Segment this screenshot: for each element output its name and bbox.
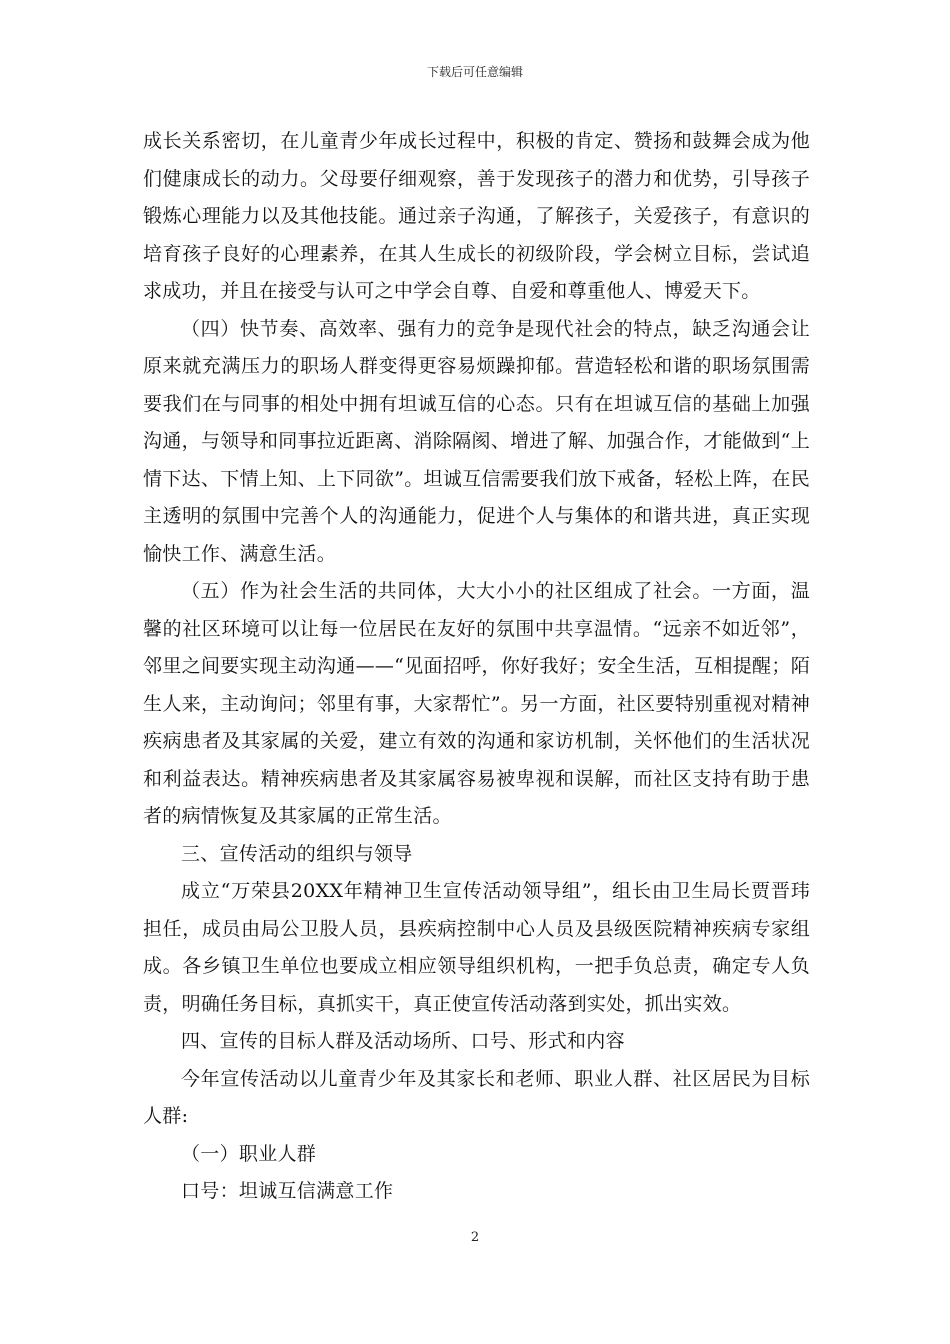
section-heading-organization: 三、宣传活动的组织与领导 xyxy=(181,842,413,865)
paragraph-community: （五）作为社会生活的共同体，大大小小的社区组成了社会。一方面，温馨的社区环境可以让每一位居民在友好的氛围中共享温情。“远亲不如近邻”，邻里之间要实现主动沟通——“见面招呼，你好我好；安全生活，互相提醒；陌生人来，主动询问；邻里有事，大家帮忙”。另一方面，社区要特别重视对精神疾病患者及其家属的关爱，建立有效的沟通和家访机制，关怀他们的生活状况和利益表达。精神疾病患者及其家属容易被卑视和误解，而社区支持有助于患者的病情恢复及其家属的正常生活。 xyxy=(143,580,810,827)
paragraph-slogan: 口号：坦诚互信满意工作 xyxy=(181,1180,394,1202)
paragraph-target-groups: 今年宣传活动以儿童青少年及其家长和老师、职业人群、社区居民为目标人群: xyxy=(143,1067,810,1127)
page-number: 2 xyxy=(470,1230,480,1245)
page-header: 下载后可任意编辑 xyxy=(426,65,523,79)
document-body xyxy=(143,123,810,1211)
paragraph-workplace: （四）快节奏、高效率、强有力的竞争是现代社会的特点，缺乏沟通会让原来就充满压力的职场人群变得更容易烦躁抑郁。营造轻松和谐的职场氛围需要我们在与同事的相处中拥有坦诚互信的心态。只有在坦诚互信的基础上加强沟通，与领导和同事拉近距离、消除隔阂、增进了解、加强合作，才能做到“上情下达、下情上知、上下同欲”。坦诚互信需要我们放下戒备，轻松上阵，在民主透明的氛围中完善个人的沟通能力，促进个人与集体的和谐共进，真正实现愉快工作、满意生活。 xyxy=(143,317,810,565)
subheading-occupational-groups: （一）职业人群 xyxy=(181,1142,317,1165)
section-heading-target-groups: 四、宣传的目标人群及活动场所、口号、形式和内容 xyxy=(181,1030,625,1052)
paragraph-leadership-group: 成立“万荣县20XX年精神卫生宣传活动领导组”，组长由卫生局长贾晋玮担任，成员由局公卫股人员，县疾病控制中心人员及县级医院精神疾病专家组成。各乡镇卫生单位也要成立相应领导组织机构，一把手负总责，确定专人负责，明确任务目标，真抓实干，真正使宣传活动落到实处，抓出实效。 xyxy=(143,880,810,1015)
paragraph-continued-parenting: 成长关系密切，在儿童青少年成长过程中，积极的肯定、赞扬和鼓舞会成为他们健康成长的动力。父母要仔细观察，善于发现孩子的潜力和优势，引导孩子锻炼心理能力以及其他技能。通过亲子沟通，了解孩子，关爱孩子，有意识的培育孩子良好的心理素养，在其人生成长的初级阶段，学会树立目标，尝试追求成功，并且在接受与认可之中学会自尊、自爱和尊重他人、博爱天下。 xyxy=(143,130,810,302)
